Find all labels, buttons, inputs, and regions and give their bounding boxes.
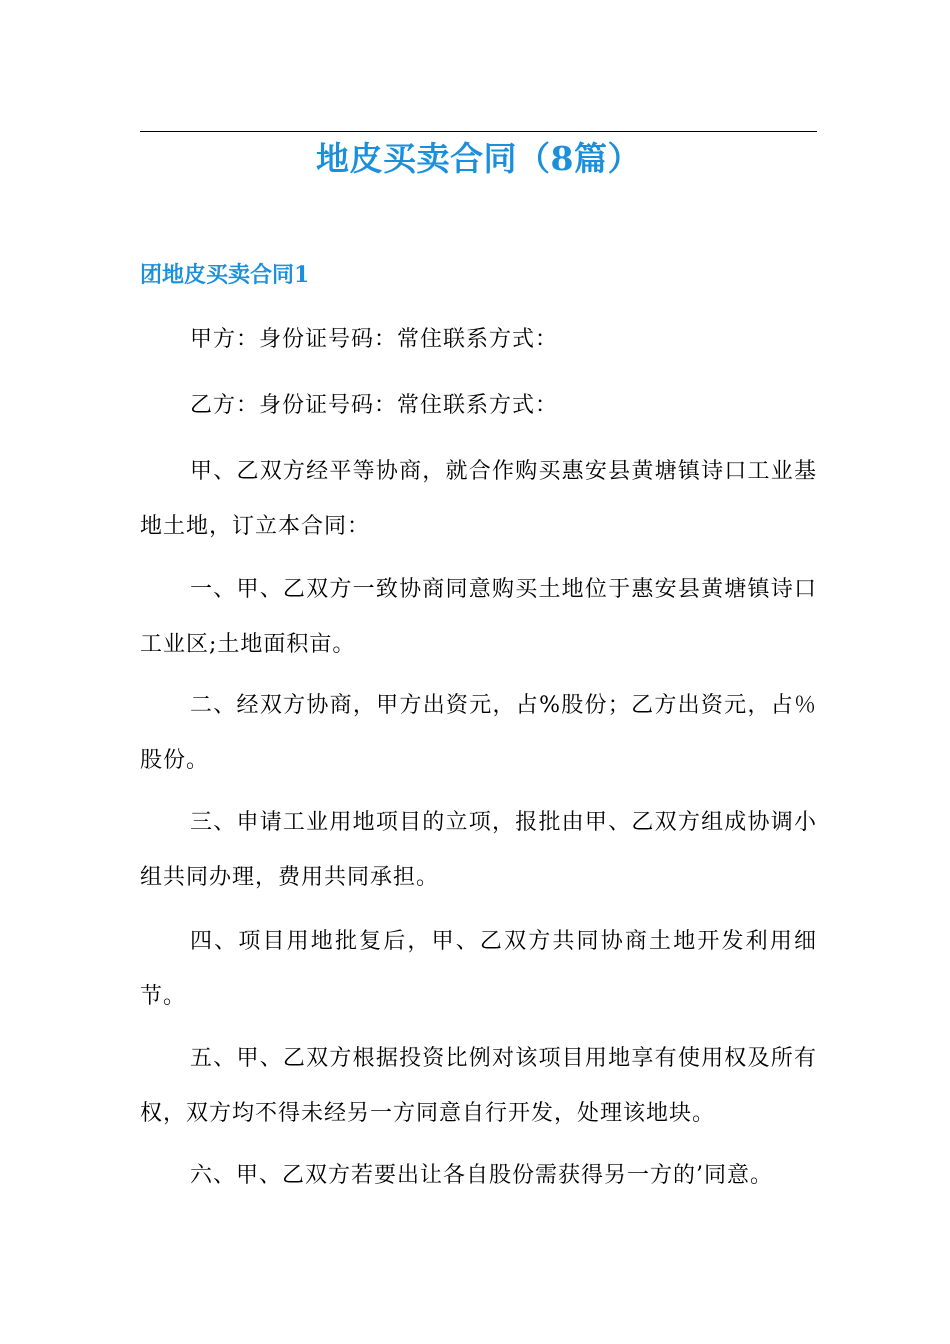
paragraph-party-b: 乙方：身份证号码：常住联系方式： <box>190 393 559 418</box>
paragraph-clause-2: 二、经双方协商，甲方出资元，占%股份；乙方出资元，占％股份。 <box>140 693 817 773</box>
paragraph-preamble: 甲、乙双方经平等协商，就合作购买惠安县黄塘镇诗口工业基地土地，订立本合同： <box>140 459 817 539</box>
section-heading: 团地皮买卖合同1 <box>140 262 310 288</box>
document-title: 地皮买卖合同（8篇） <box>316 139 641 178</box>
paragraph-clause-3: 三、申请工业用地项目的立项，报批由甲、乙双方组成协调小组共同办理，费用共同承担。 <box>140 810 817 890</box>
paragraph-party-a: 甲方：身份证号码：常住联系方式： <box>190 327 559 352</box>
paragraph-clause-5: 五、甲、乙双方根据投资比例对该项目用地享有使用权及所有权，双方均不得未经另一方同意自行开发，处理该地块。 <box>140 1046 817 1126</box>
paragraph-clause-6: 六、甲、乙双方若要出让各自股份需获得另一方的’同意。 <box>190 1163 773 1188</box>
paragraph-clause-1: 一、甲、乙双方一致协商同意购买土地位于惠安县黄塘镇诗口工业区;土地面积亩。 <box>140 577 817 657</box>
header-rule <box>140 131 817 132</box>
paragraph-clause-4: 四、项目用地批复后，甲、乙双方共同协商土地开发利用细节。 <box>140 929 817 1009</box>
